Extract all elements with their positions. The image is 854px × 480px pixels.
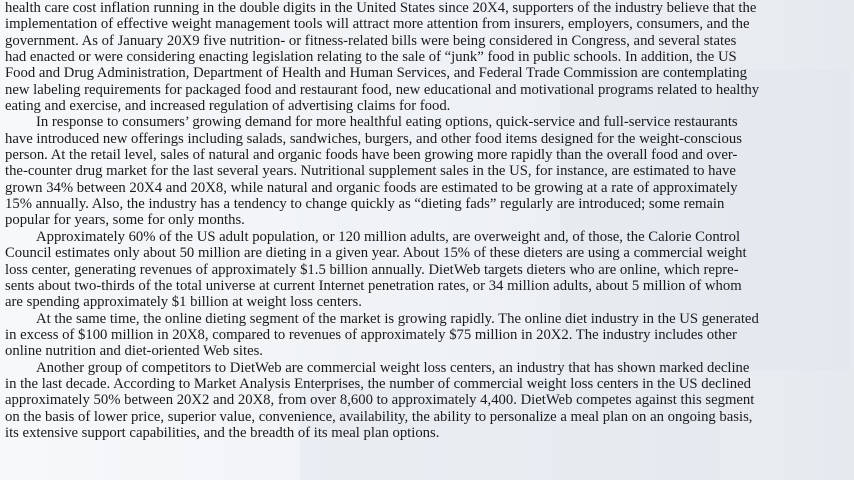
text-line: 15% annually. Also, the industry has a tendency to change quickly as “dieting fads” regularly are introduced; some remain: [5, 196, 725, 213]
text-line: online nutrition and diet-oriented Web sites.: [5, 343, 263, 360]
body-text: [5, 0, 840, 441]
paragraph-2: [5, 114, 840, 228]
text-line: eating and exercise, and increased regulation of advertising claims for food.: [5, 98, 451, 115]
text-line: new labeling requirements for packaged food and restaurant food, new educational and motivational programs related to healthy: [5, 81, 760, 98]
text-line: grown 34% between 20X4 and 20X8, while natural and organic foods are estimated to be growing at a rate of approximately: [5, 179, 738, 196]
text-line: At the same time, the online dieting segment of the market is growing rapidly. The online diet industry in the US generated: [36, 310, 759, 327]
text-line: in excess of $100 million in 20X8, compared to revenues of approximately $75 million in 20X2. The industry includes other: [5, 326, 737, 343]
text-line: have introduced new offerings including salads, sandwiches, burgers, and other food items designed for the weight-conscious: [5, 130, 742, 147]
text-line: in the last decade. According to Market Analysis Enterprises, the number of commercial weight loss centers in the US declined: [5, 375, 751, 392]
text-line: person. At the retail level, sales of natural and organic foods have been growing more rapidly than the overall food and over-: [5, 147, 738, 164]
text-line: Another group of competitors to DietWeb are commercial weight loss centers, an industry that has shown marked decline: [36, 359, 750, 376]
text-line: approximately 50% between 20X2 and 20X8, from over 8,600 to approximately 4,400. DietWeb competes against this segment: [5, 392, 755, 409]
text-line: implementation of effective weight management tools will attract more attention from insurers, employers, consumers, and the: [5, 16, 750, 33]
paragraph-5: [5, 360, 840, 442]
text-line: popular for years, some for only months.: [5, 212, 245, 229]
text-line: Food and Drug Administration, Department of Health and Human Services, and Federal Trade Commission are contemplating: [5, 65, 747, 82]
text-line: loss center, generating revenues of approximately $1.5 billion annually. DietWeb targets dieters who are online, which repre-: [5, 261, 739, 278]
text-line: government. As of January 20X9 five nutrition- or fitness-related bills were being considered in Congress, and several states: [5, 32, 737, 49]
text-line: on the basis of lower price, superior value, convenience, availability, the ability to personalize a meal plan on an ongoing basis,: [5, 408, 753, 425]
text-line: Approximately 60% of the US adult population, or 120 million adults, are overweight and, of those, the Calorie Control: [36, 228, 741, 245]
text-line: its extensive support capabilities, and the breadth of its meal plan options.: [5, 424, 440, 441]
paragraph-1: [5, 0, 840, 114]
text-line: the-counter drug market for the last several years. Nutritional supplement sales in the US, for instance, are estimated to have: [5, 163, 736, 180]
text-line: In response to consumers’ growing demand for more healthful eating options, quick-service and full-service restaurants: [36, 114, 738, 131]
text-line: sents about two-thirds of the total universe at current Internet penetration rates, or 34 million adults, about 5 million of whom: [5, 277, 742, 294]
paragraph-4: [5, 311, 840, 360]
text-line: health care cost inflation running in the double digits in the United States since 20X4, supporters of the industry believe that the: [5, 0, 757, 16]
paragraph-3: [5, 229, 840, 311]
text-line: had enacted or were considering enacting legislation relating to the sale of “junk” food in public schools. In addition, the US: [5, 49, 737, 66]
text-line: are spending approximately $1 billion at weight loss centers.: [5, 294, 362, 311]
text-line: Council estimates only about 50 million are dieting in a given year. About 15% of these dieters are using a commercial weight: [5, 245, 747, 262]
